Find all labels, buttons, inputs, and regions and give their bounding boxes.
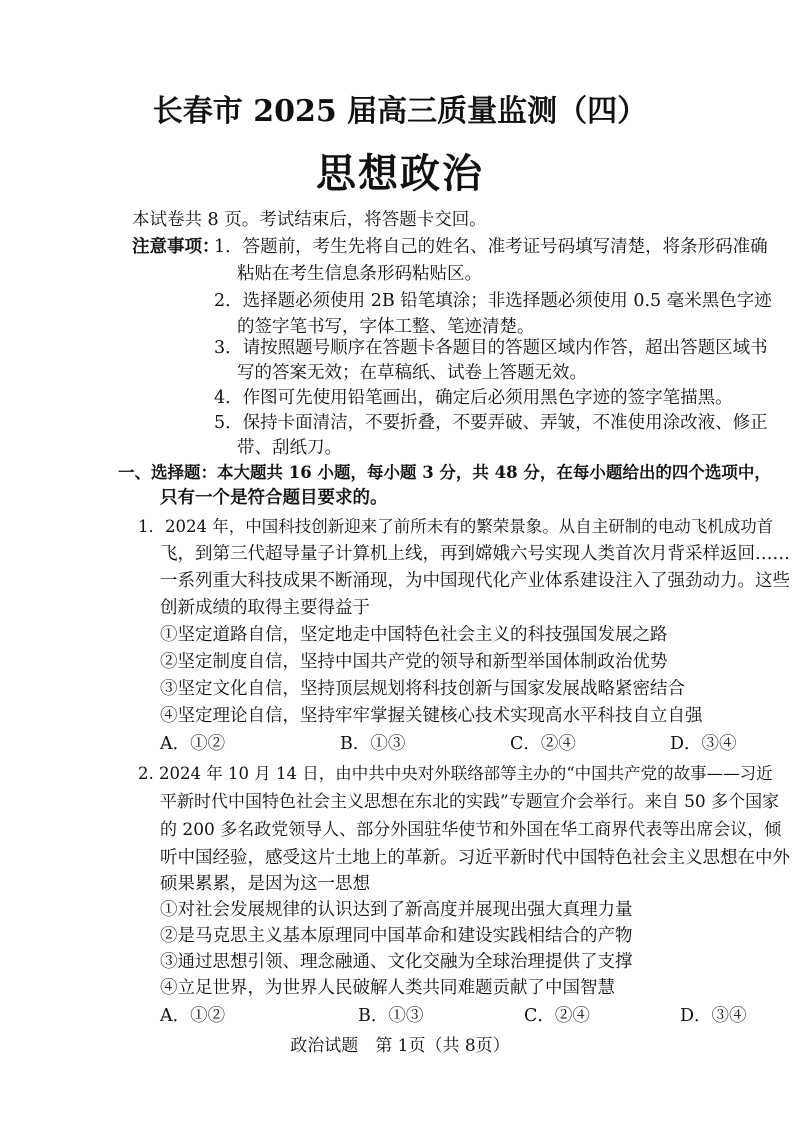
- section-heading-line-1: 一、选择题：本大题共 16 小题，每小题 3 分，共 48 分，在每小题给出的四个选项中，: [118, 463, 771, 482]
- q1-statement-3: ③坚定文化自信，坚持顶层规划将科技创新与国家发展战略紧密结合: [160, 679, 685, 699]
- q2-option-b: B．①③: [358, 1006, 424, 1026]
- q1-statement-4: ④坚定理论自信，坚持牢牢掌握关键核心技术实现高水平科技自立自强: [160, 706, 703, 726]
- notice-item-3-line-2: 写的答案无效；在草稿纸、试卷上答题无效。: [237, 363, 587, 383]
- q2-option-c: C．②④: [524, 1006, 590, 1026]
- q1-statement-2: ②坚定制度自信，坚持中国共产党的领导和新型举国体制政治优势: [160, 652, 668, 672]
- q2-stem-line-5: 硕果累累，是因为这一思想: [160, 874, 370, 894]
- section-heading-line-2: 只有一个是符合题目要求的。: [160, 488, 388, 508]
- q2-statement-1: ①对社会发展规律的认识达到了新高度并展现出强大真理力量: [160, 900, 633, 920]
- q2-stem-line-4: 听中国经验，感受这片土地上的革新。习近平新时代中国特色社会主义思想在中外: [160, 848, 790, 868]
- q2-stem-line-3: 的 200 多名政党领导人、部分外国驻华使节和外国在华工商界代表等出席会议，倾: [160, 820, 782, 840]
- notice-item-2-line-1: 2．选择题必须使用 2B 铅笔填涂；非选择题必须使用 0.5 毫米黑色字迹: [214, 291, 772, 311]
- notice-item-1-line-2: 粘贴在考生信息条形码粘贴区。: [237, 264, 482, 284]
- q1-option-a: A．①②: [160, 734, 226, 754]
- notice-item-4-line-1: 4．作图可先使用铅笔画出，确定后必须用黑色字迹的签字笔描黑。: [214, 388, 733, 408]
- notice-item-5-line-2: 带、刮纸刀。: [237, 438, 342, 458]
- q1-option-d: D．③④: [670, 734, 737, 754]
- q2-statement-3: ③通过思想引领、理念融通、文化交融为全球治理提供了支撑: [160, 952, 633, 972]
- q2-option-d: D．③④: [680, 1006, 747, 1026]
- notice-item-3-line-1: 3．请按照题号顺序在答题卡各题目的答题区域内作答，超出答题区域书: [214, 338, 768, 358]
- exam-title: 长春市 2025 届高三质量监测（四）: [152, 94, 648, 129]
- subject-title: 思想政治: [316, 150, 484, 197]
- q1-option-b: B．①③: [340, 734, 406, 754]
- q1-option-c: C．②④: [510, 734, 576, 754]
- q1-stem-line-4: 创新成绩的取得主要得益于: [160, 598, 370, 618]
- notice-item-2-line-2: 的签字笔书写，字体工整、笔迹清楚。: [237, 317, 535, 337]
- notice-item-1-line-1: 1．答题前，考生先将自己的姓名、准考证号码填写清楚，将条形码准确: [214, 237, 768, 257]
- intro-text: 本试卷共 8 页。考试结束后，将答题卡交回。: [132, 210, 487, 230]
- q1-stem-line-2: 飞，到第三代超导量子计算机上线，再到嫦娥六号实现人类首次月背采样返回……: [160, 544, 790, 564]
- q1-stem-line-1: 1．2024 年，中国科技创新迎来了前所未有的繁荣景象。从自主研制的电动飞机成功首: [138, 517, 774, 536]
- q2-statement-4: ④立足世界，为世界人民破解人类共同难题贡献了中国智慧: [160, 978, 615, 998]
- q1-stem-line-3: 一系列重大科技成果不断涌现，为中国现代化产业体系建设注入了强劲动力。这些: [160, 571, 790, 591]
- notice-item-5-line-1: 5．保持卡面清洁，不要折叠，不要弄破、弄皱，不准使用涂改液、修正: [214, 413, 768, 433]
- q2-stem-line-1: 2. 2024 年 10 月 14 日，由中共中央对外联络部等主办的“中国共产党的故事——习近: [138, 764, 773, 783]
- q2-statement-2: ②是马克思主义基本原理同中国革命和建设实践相结合的产物: [160, 926, 633, 946]
- notice-label: 注意事项：: [132, 237, 220, 257]
- page-footer: 政治试题 第 1页（共 8页）: [290, 1036, 510, 1056]
- q2-option-a: A．①②: [160, 1006, 226, 1026]
- q2-stem-line-2: 平新时代中国特色社会主义思想在东北的实践”专题宣介会举行。来自 50 多个国家: [160, 792, 780, 812]
- q1-statement-1: ①坚定道路自信，坚定地走中国特色社会主义的科技强国发展之路: [160, 625, 668, 645]
